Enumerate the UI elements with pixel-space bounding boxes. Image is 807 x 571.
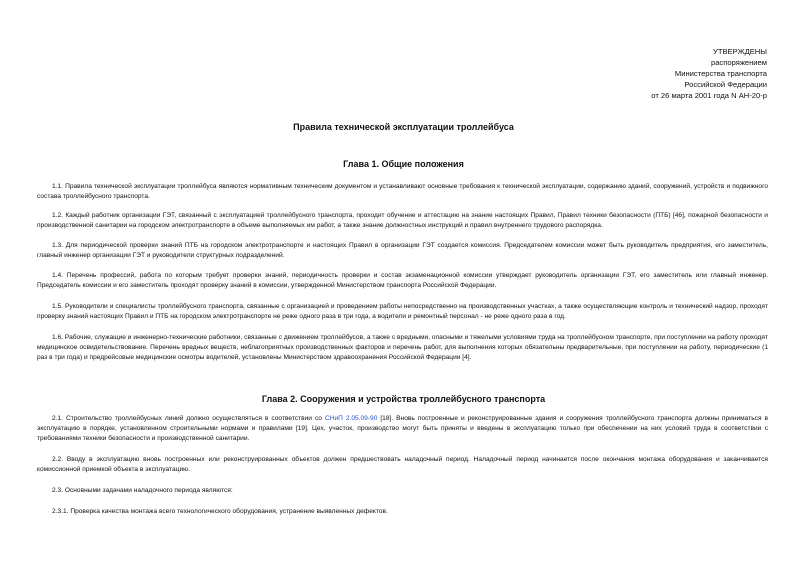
paragraph-2-2: 2.2. Вводу в эксплуатацию вновь построенных или реконструированных объектов должен предшествовать наладочный период. Наладочный период начинается после окончания монтажа оборудования и заканчивается комиссионной приемкой объекта в эксплуатацию. (37, 456, 768, 473)
approval-line-1: УТВЕРЖДЕНЫ (713, 47, 767, 56)
paragraph-1-6: 1.6. Рабочие, служащие и инженерно-технические работники, связанные с движением троллейбусов, а также с вредными, опасными и тяжелыми условиями труда на троллейбусном транспорте, при поступлении на работу проходят медицинское освидетельствование. Перечень вредных веществ, неблагоприятных производственных факторов и перечень работ, для выполнения которых обязательны предварительные, при поступлении на работу, периодические (1 раз в три года) и предрейсовые медицинские осмотры водителей, установлены Министерством здравоохранения Российской Федерации [4]. (37, 334, 768, 361)
paragraph-1-2: 1.2. Каждый работник организации ГЭТ, связанный с эксплуатацией троллейбусного транспорта, проходит обучение и аттестацию на знание настоящих Правил, Правил техники безопасности (ПТБ) [46], пожарной безопасности и производственной санитарии на городском электротранспорте в объеме выполняемых им работ, а также знание должностных инструкций и правил внутреннего трудового распорядка. (37, 212, 768, 229)
paragraph-1-4: 1.4. Перечень профессий, работа по которым требует проверки знаний, периодичность проверки и состав экзаменационной комиссии утверждает руководитель организации ГЭТ, его заместитель или главный инженер. Председатель комиссии и его заместитель проходят проверку знаний в комиссии, утвержденной Министерством транспорта Российской Федерации. (37, 272, 768, 289)
paragraph-2-3-1: 2.3.1. Проверка качества монтажа всего технологического оборудования, устранение выявленных дефектов. (52, 508, 388, 515)
paragraph-1-1: 1.1. Правила технической эксплуатации троллейбуса являются нормативным техническим документом и устанавливают основные требования к технической эксплуатации, содержанию зданий, сооружений, устройств и подвижного состава троллейбусного транспорта. (37, 183, 768, 200)
approval-stamp (651, 46, 767, 101)
chapter-1-heading: Глава 1. Общие положения (343, 159, 464, 169)
approval-line-4: Российской Федерации (684, 80, 767, 89)
paragraph-2-1-text-end: [18]. Вновь построенные и реконструированные здания и сооружения троллейбусного транспорта должны приниматься в эксплуатацию в порядке, установленном строительными нормами и правилами [19]. Цех, участок, производство могут быть приняты и введены в эксплуатацию только при обеспечении на них условий труда в соответствии с требованиями техники безопасности и производственной санитарии. (37, 415, 768, 442)
document-title: Правила технической эксплуатации троллейбуса (293, 122, 514, 132)
paragraph-2-1 (37, 414, 768, 444)
approval-line-3: Министерства транспорта (674, 69, 767, 78)
snip-link[interactable]: СНиП 2.05.09-90 (324, 415, 378, 422)
paragraph-2-3: 2.3. Основными задачами наладочного периода являются: (52, 487, 233, 494)
paragraph-1-3: 1.3. Для периодической проверки знаний ПТБ на городском электротранспорте и настоящих Правил в организации ГЭТ создается комиссия. Председателем комиссии может быть руководитель предприятия, его заместитель, главный инженер организации ГЭТ и руководители структурных подразделений. (37, 242, 768, 259)
approval-line-2: распоряжением (710, 58, 767, 67)
paragraph-2-1-text-start: 2.1. Строительство троллейбусных линий должно осуществляться в соответствии со (52, 415, 325, 422)
chapter-2-heading: Глава 2. Сооружения и устройства троллейбусного транспорта (261, 394, 546, 404)
paragraph-1-5: 1.5. Руководители и специалисты троллейбусного транспорта, связанные с организацией и проведением работы непосредственно на производственных участках, а также осуществляющие контроль и технический надзор, проходят проверку знаний настоящих Правил и ПТБ на городском электротранспорте не реже одного раза в три года, а водители и ремонтный персонал - не реже одного раза в год. (37, 303, 768, 320)
approval-line-5: от 26 марта 2001 года N АН-20-р (651, 91, 767, 100)
